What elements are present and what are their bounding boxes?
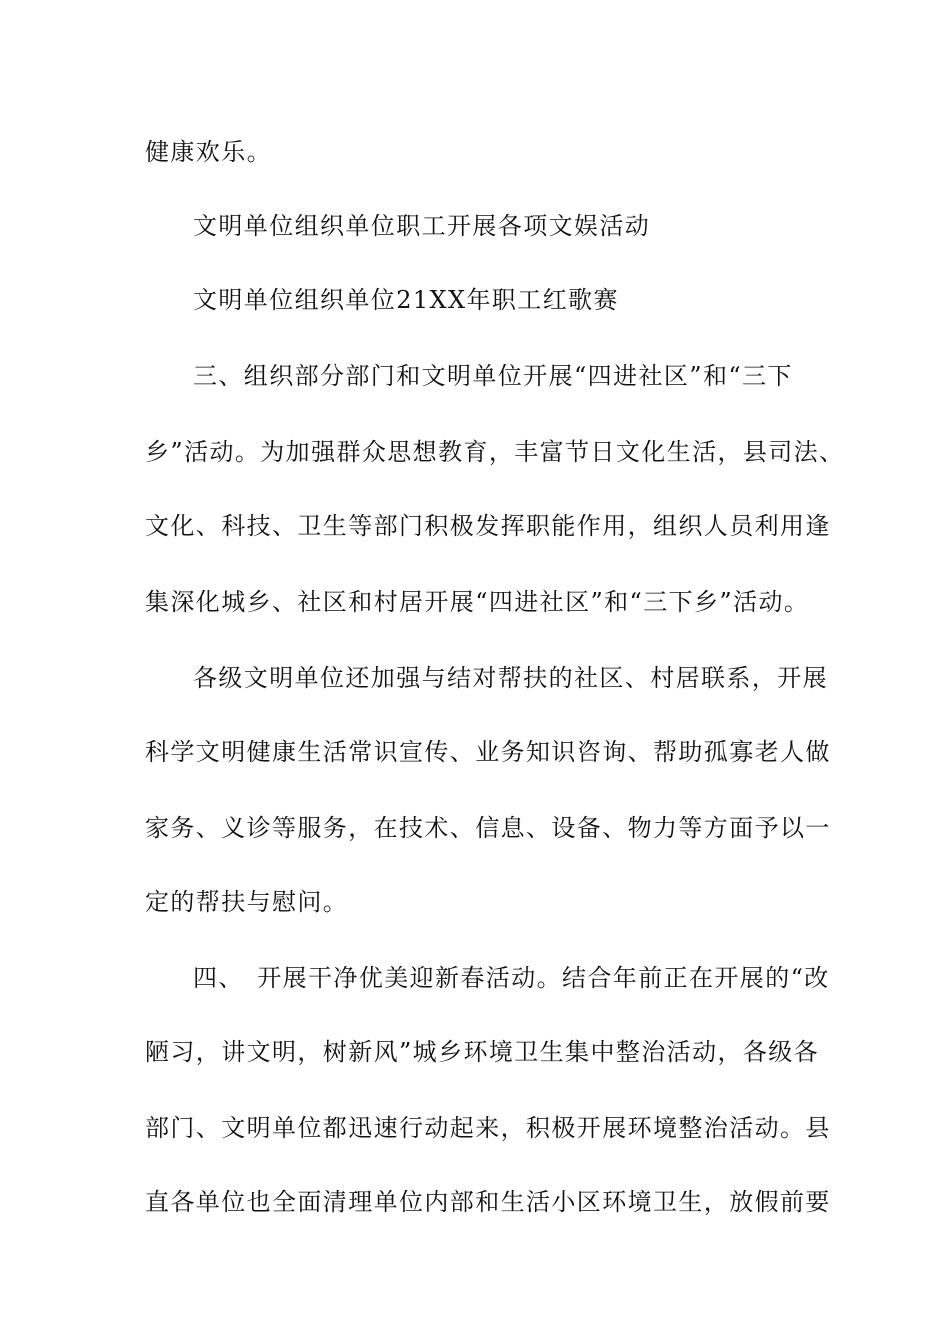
paragraph-line: 直各单位也全面清理单位内部和生活小区环境卫生，放假前要 <box>145 1188 831 1216</box>
paragraph-line: 定的帮扶与慰问。 <box>145 888 349 916</box>
paragraph-line: 部门、文明单位都迅速行动起来，积极开展环境整治活动。县 <box>145 1114 831 1142</box>
paragraph-line: 各级文明单位还加强与结对帮扶的社区、村居联系，开展 <box>193 664 828 692</box>
paragraph-line: 三、组织部分部门和文明单位开展“四进社区”和“三下 <box>193 362 793 390</box>
paragraph-line: 四、 开展干净优美迎新春活动。结合年前正在开展的“改 <box>193 964 830 992</box>
paragraph-line: 文化、科技、卫生等部门积极发挥职能作用，组织人员利用逢 <box>145 512 831 540</box>
paragraph-line: 陋习，讲文明，树新风”城乡环境卫生集中整治活动，各级各 <box>145 1038 820 1066</box>
paragraph-line: 家务、义诊等服务，在技术、信息、设备、物力等方面予以一 <box>145 814 831 842</box>
paragraph-line: 文明单位组织单位21XX年职工红歌赛 <box>193 286 619 314</box>
paragraph-line: 集深化城乡、社区和村居开展“四进社区”和“三下乡”活动。 <box>145 588 810 616</box>
paragraph-line: 健康欢乐。 <box>145 138 272 166</box>
paragraph-line: 文明单位组织单位职工开展各项文娱活动 <box>193 212 651 240</box>
paragraph-line: 科学文明健康生活常识宣传、业务知识咨询、帮助孤寡老人做 <box>145 738 831 766</box>
paragraph-line: 乡”活动。为加强群众思想教育，丰富节日文化生活，县司法、 <box>145 438 845 466</box>
